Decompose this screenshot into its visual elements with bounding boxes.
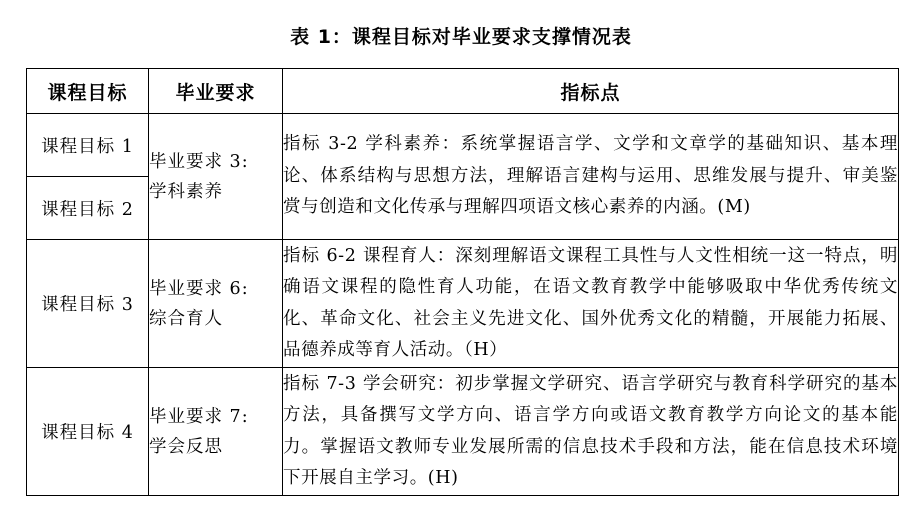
indicator-cell: 指标 3-2 学科素养：系统掌握语言学、文学和文章学的基础知识、基本理论、体系结构与思想方法，理解语言建构与运用、思维发展与提升、审美鉴赏与创造和文化传承与理解四项语文核心素养的内涵。(M) bbox=[283, 114, 899, 240]
course-goal-cell: 课程目标 4 bbox=[27, 368, 149, 496]
table-caption: 表 1：课程目标对毕业要求支撑情况表 bbox=[290, 26, 632, 48]
requirement-cell bbox=[149, 114, 283, 240]
requirement-cell bbox=[149, 368, 283, 496]
requirement-name: 综合育人 bbox=[149, 308, 223, 329]
indicator-cell: 指标 7-3 学会研究：初步掌握文学研究、语言学研究与教育科学研究的基本方法，具备撰写文学方向、语言学方向或语文教育教学方向论文的基本能力。掌握语文教师专业发展所需的信息技术手段和方法，能在信息技术环境下开展自主学习。(H) bbox=[283, 368, 899, 496]
header-graduation-requirement: 毕业要求 bbox=[149, 69, 283, 114]
header-indicator: 指标点 bbox=[283, 69, 899, 114]
table-row bbox=[27, 114, 899, 177]
indicator-cell: 指标 6-2 课程育人：深刻理解语文课程工具性与人文性相统一这一特点，明确语文课程的隐性育人功能，在语文教育教学中能够吸取中华优秀传统文化、革命文化、社会主义先进文化、国外优秀文化的精髓，开展能力拓展、品德养成等育人活动。（H） bbox=[283, 240, 899, 368]
support-table bbox=[26, 68, 899, 496]
table-row bbox=[27, 240, 899, 368]
course-goal-cell: 课程目标 2 bbox=[27, 177, 149, 240]
requirement-number: 毕业要求 3: bbox=[149, 151, 249, 172]
requirement-name: 学会反思 bbox=[149, 436, 223, 457]
course-goal-cell: 课程目标 1 bbox=[27, 114, 149, 177]
course-goal-cell: 课程目标 3 bbox=[27, 240, 149, 368]
requirement-cell bbox=[149, 240, 283, 368]
requirement-number: 毕业要求 6: bbox=[149, 278, 249, 299]
requirement-name: 学科素养 bbox=[149, 181, 223, 202]
requirement-number: 毕业要求 7: bbox=[149, 406, 249, 427]
table-row bbox=[27, 368, 899, 496]
header-course-goal: 课程目标 bbox=[27, 69, 149, 114]
header-row bbox=[27, 69, 899, 114]
